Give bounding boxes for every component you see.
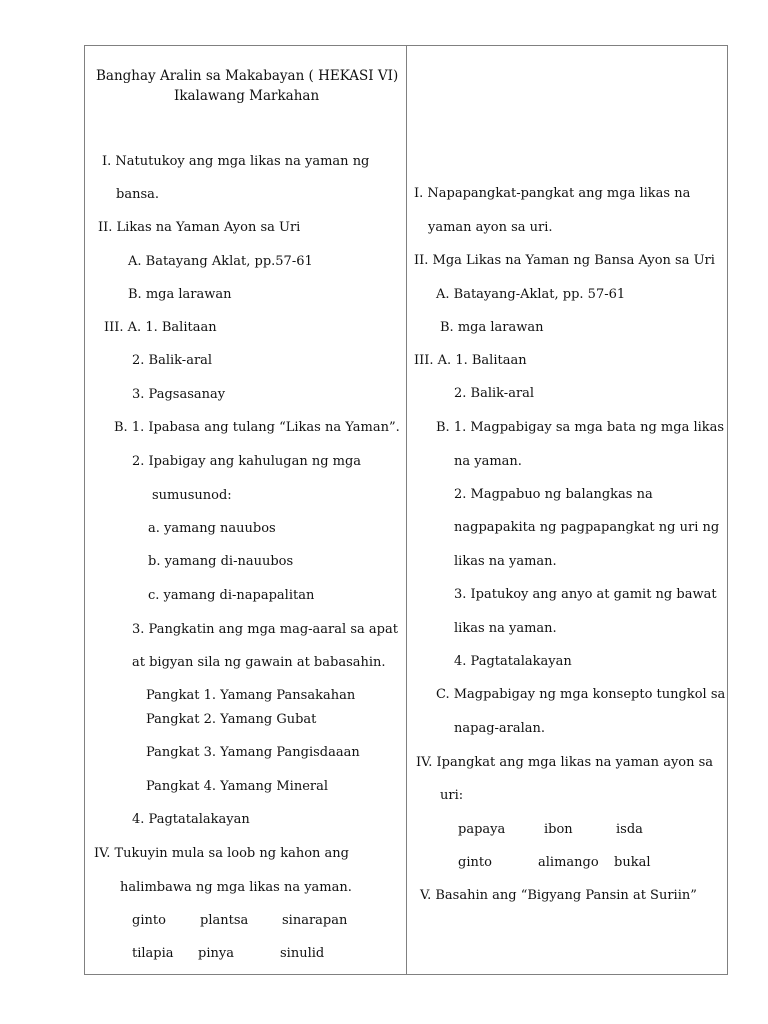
left-line: Pangkat 4. Yamang Mineral	[146, 779, 329, 794]
left-line: 2. Ipabigay ang kahulugan ng mga	[132, 454, 362, 469]
left-line: c. yamang di-napapalitan	[148, 588, 315, 603]
right-word-cell: alimango	[538, 855, 599, 870]
right-word-cell: bukal	[614, 855, 651, 870]
left-word-cell: pinya	[198, 946, 234, 961]
left-line: 4. Pagtatalakayan	[132, 812, 250, 827]
right-line: 4. Pagtatalakayan	[454, 654, 572, 669]
left-line: 3. Pangkatin ang mga mag-aaral sa apat	[132, 622, 398, 637]
right-line: likas na yaman.	[454, 621, 557, 636]
right-line: IV. Ipangkat ang mga likas na yaman ayon sa	[416, 755, 714, 770]
right-word-cell: ibon	[544, 822, 573, 837]
left-line: bansa.	[116, 187, 159, 202]
left-line: B. 1. Ipabasa ang tulang “Likas na Yaman”.	[114, 420, 400, 435]
right-line: 2. Balik-aral	[454, 386, 535, 401]
left-line: Pangkat 2. Yamang Gubat	[146, 712, 317, 727]
right-word-cell: papaya	[458, 822, 506, 837]
right-line: 2. Magpabuo ng balangkas na	[454, 487, 653, 502]
left-line: b. yamang di-nauubos	[148, 554, 294, 569]
right-line: C. Magpabigay ng mga konsepto tungkol sa	[436, 687, 726, 702]
left-line: 2. Balik-aral	[132, 353, 213, 368]
left-line: at bigyan sila ng gawain at babasahin.	[132, 655, 386, 670]
right-line: napag-aralan.	[454, 721, 546, 736]
right-line: na yaman.	[454, 454, 522, 469]
left-line: I. Natutukoy ang mga likas na yaman ng	[102, 154, 370, 169]
left-line: II. Likas na Yaman Ayon sa Uri	[98, 220, 301, 235]
right-line: likas na yaman.	[454, 554, 557, 569]
right-last-line: V. Basahin ang “Bigyang Pansin at Suriin”	[420, 888, 697, 903]
right-line: II. Mga Likas na Yaman ng Bansa Ayon sa Uri	[414, 253, 715, 268]
left-line: a. yamang nauubos	[148, 521, 276, 536]
left-line: sumusunod:	[152, 488, 232, 503]
left-word-cell: plantsa	[200, 913, 249, 928]
right-line: nagpapakita ng pagpapangkat ng uri ng	[454, 520, 720, 535]
right-line: B. mga larawan	[440, 320, 544, 335]
right-line: I. Napapangkat-pangkat ang mga likas na	[414, 186, 691, 201]
left-line: B. mga larawan	[128, 287, 232, 302]
column-divider	[406, 45, 407, 975]
right-line: 3. Ipatukoy ang anyo at gamit ng bawat	[454, 587, 717, 602]
right-line: yaman ayon sa uri.	[428, 220, 553, 235]
left-line: Pangkat 3. Yamang Pangisdaaan	[146, 745, 360, 760]
right-line: III. A. 1. Balitaan	[414, 353, 527, 368]
right-word-cell: isda	[616, 822, 643, 837]
left-title-line2: Ikalawang Markahan	[174, 88, 320, 104]
left-word-cell: tilapia	[132, 946, 174, 961]
right-line: A. Batayang-Aklat, pp. 57-61	[436, 287, 626, 302]
right-line: uri:	[440, 788, 464, 803]
left-line: III. A. 1. Balitaan	[104, 320, 217, 335]
left-word-cell: sinarapan	[282, 913, 348, 928]
left-line: IV. Tukuyin mula sa loob ng kahon ang	[94, 846, 349, 861]
left-line: halimbawa ng mga likas na yaman.	[120, 880, 352, 895]
right-line: B. 1. Magpabigay sa mga bata ng mga likas	[436, 420, 725, 435]
left-title-line1: Banghay Aralin sa Makabayan ( HEKASI VI)	[96, 68, 399, 84]
left-word-cell: sinulid	[280, 946, 325, 961]
left-line: Pangkat 1. Yamang Pansakahan	[146, 688, 356, 703]
left-line: 3. Pagsasanay	[132, 387, 226, 402]
left-line: A. Batayang Aklat, pp.57-61	[128, 254, 313, 269]
right-word-cell: ginto	[458, 855, 492, 870]
left-word-cell: ginto	[132, 913, 166, 928]
